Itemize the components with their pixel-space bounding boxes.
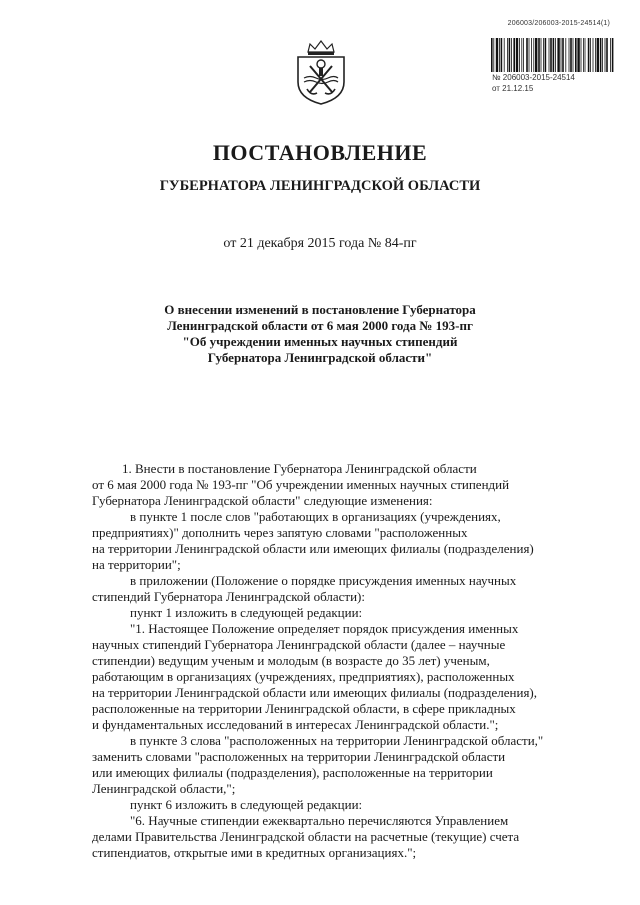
body-line: или имеющих филиалы (подразделения), расположенные на территории bbox=[92, 765, 493, 780]
document-reference: 206003/206003-2015-24514(1) bbox=[507, 20, 610, 27]
body-line: предприятиях)" дополнить через запятую словами "расположенных bbox=[92, 525, 468, 540]
body-line: стипендии) ведущим ученым и молодым (в возрасте до 35 лет) ученым, bbox=[92, 653, 490, 668]
body-line: "6. Научные стипендии ежеквартально перечисляются Управлением bbox=[130, 813, 509, 828]
document-body bbox=[92, 461, 570, 861]
body-line: в пункте 3 слова "расположенных на территории Ленинградской области," bbox=[130, 733, 544, 748]
body-line: и фундаментальных исследований в интересах Ленинградской области."; bbox=[92, 717, 499, 732]
body-line: пункт 6 изложить в следующей редакции: bbox=[130, 797, 363, 812]
body-line: работающим в организациях (учреждениях, предприятиях), расположенных bbox=[92, 669, 515, 684]
document-date-number: от 21 декабря 2015 года № 84-пг bbox=[223, 236, 417, 251]
heading-line: "Об учреждении именных научных стипендий bbox=[182, 334, 458, 349]
body-line: стипендий Губернатора Ленинградской области): bbox=[92, 589, 365, 604]
barcode-icon bbox=[490, 38, 615, 72]
registration-date: от 21.12.15 bbox=[492, 84, 534, 93]
body-line: в приложении (Положение о порядке присуждения именных научных bbox=[130, 573, 517, 588]
body-line: делами Правительства Ленинградской области на расчетные (текущие) счета bbox=[92, 829, 520, 844]
body-line: пункт 1 изложить в следующей редакции: bbox=[130, 605, 363, 620]
body-line: "1. Настоящее Положение определяет порядок присуждения именных bbox=[130, 621, 519, 636]
body-line: научных стипендий Губернатора Ленинградской области (далее – научные bbox=[92, 637, 506, 652]
body-line: на территории Ленинградской области или имеющих филиалы (подразделения) bbox=[92, 541, 534, 556]
body-line: Ленинградской области,"; bbox=[92, 781, 236, 796]
registration-number: № 206003-2015-24514 bbox=[492, 73, 575, 82]
body-line: от 6 мая 2000 года № 193-пг "Об учреждении именных научных стипендий bbox=[92, 477, 510, 492]
heading-line: Губернатора Ленинградской области" bbox=[207, 350, 433, 365]
body-line: в пункте 1 после слов "работающих в организациях (учреждениях, bbox=[130, 509, 501, 524]
body-line: на территории Ленинградской области или имеющих филиалы (подразделения), bbox=[92, 685, 538, 700]
heading-line: Ленинградской области от 6 мая 2000 года № 193-пг bbox=[167, 318, 473, 333]
coat-of-arms-icon bbox=[290, 38, 352, 106]
body-line: на территории"; bbox=[92, 557, 181, 572]
body-line: стипендиатов, открытые ими в кредитных организациях."; bbox=[92, 845, 417, 860]
document-heading bbox=[0, 302, 640, 366]
heading-line: О внесении изменений в постановление Губернатора bbox=[164, 302, 476, 317]
document-title: ПОСТАНОВЛЕНИЕ bbox=[212, 140, 428, 165]
document-subtitle: ГУБЕРНАТОРА ЛЕНИНГРАДСКОЙ ОБЛАСТИ bbox=[159, 178, 481, 194]
body-line: заменить словами "расположенных на территории Ленинградской области bbox=[92, 749, 506, 764]
body-line: 1. Внести в постановление Губернатора Ленинградской области bbox=[122, 461, 477, 476]
body-line: Губернатора Ленинградской области" следующие изменения: bbox=[92, 493, 433, 508]
body-line: расположенные на территории Ленинградской области, в сфере прикладных bbox=[92, 701, 516, 716]
registration-stamp bbox=[490, 38, 615, 94]
